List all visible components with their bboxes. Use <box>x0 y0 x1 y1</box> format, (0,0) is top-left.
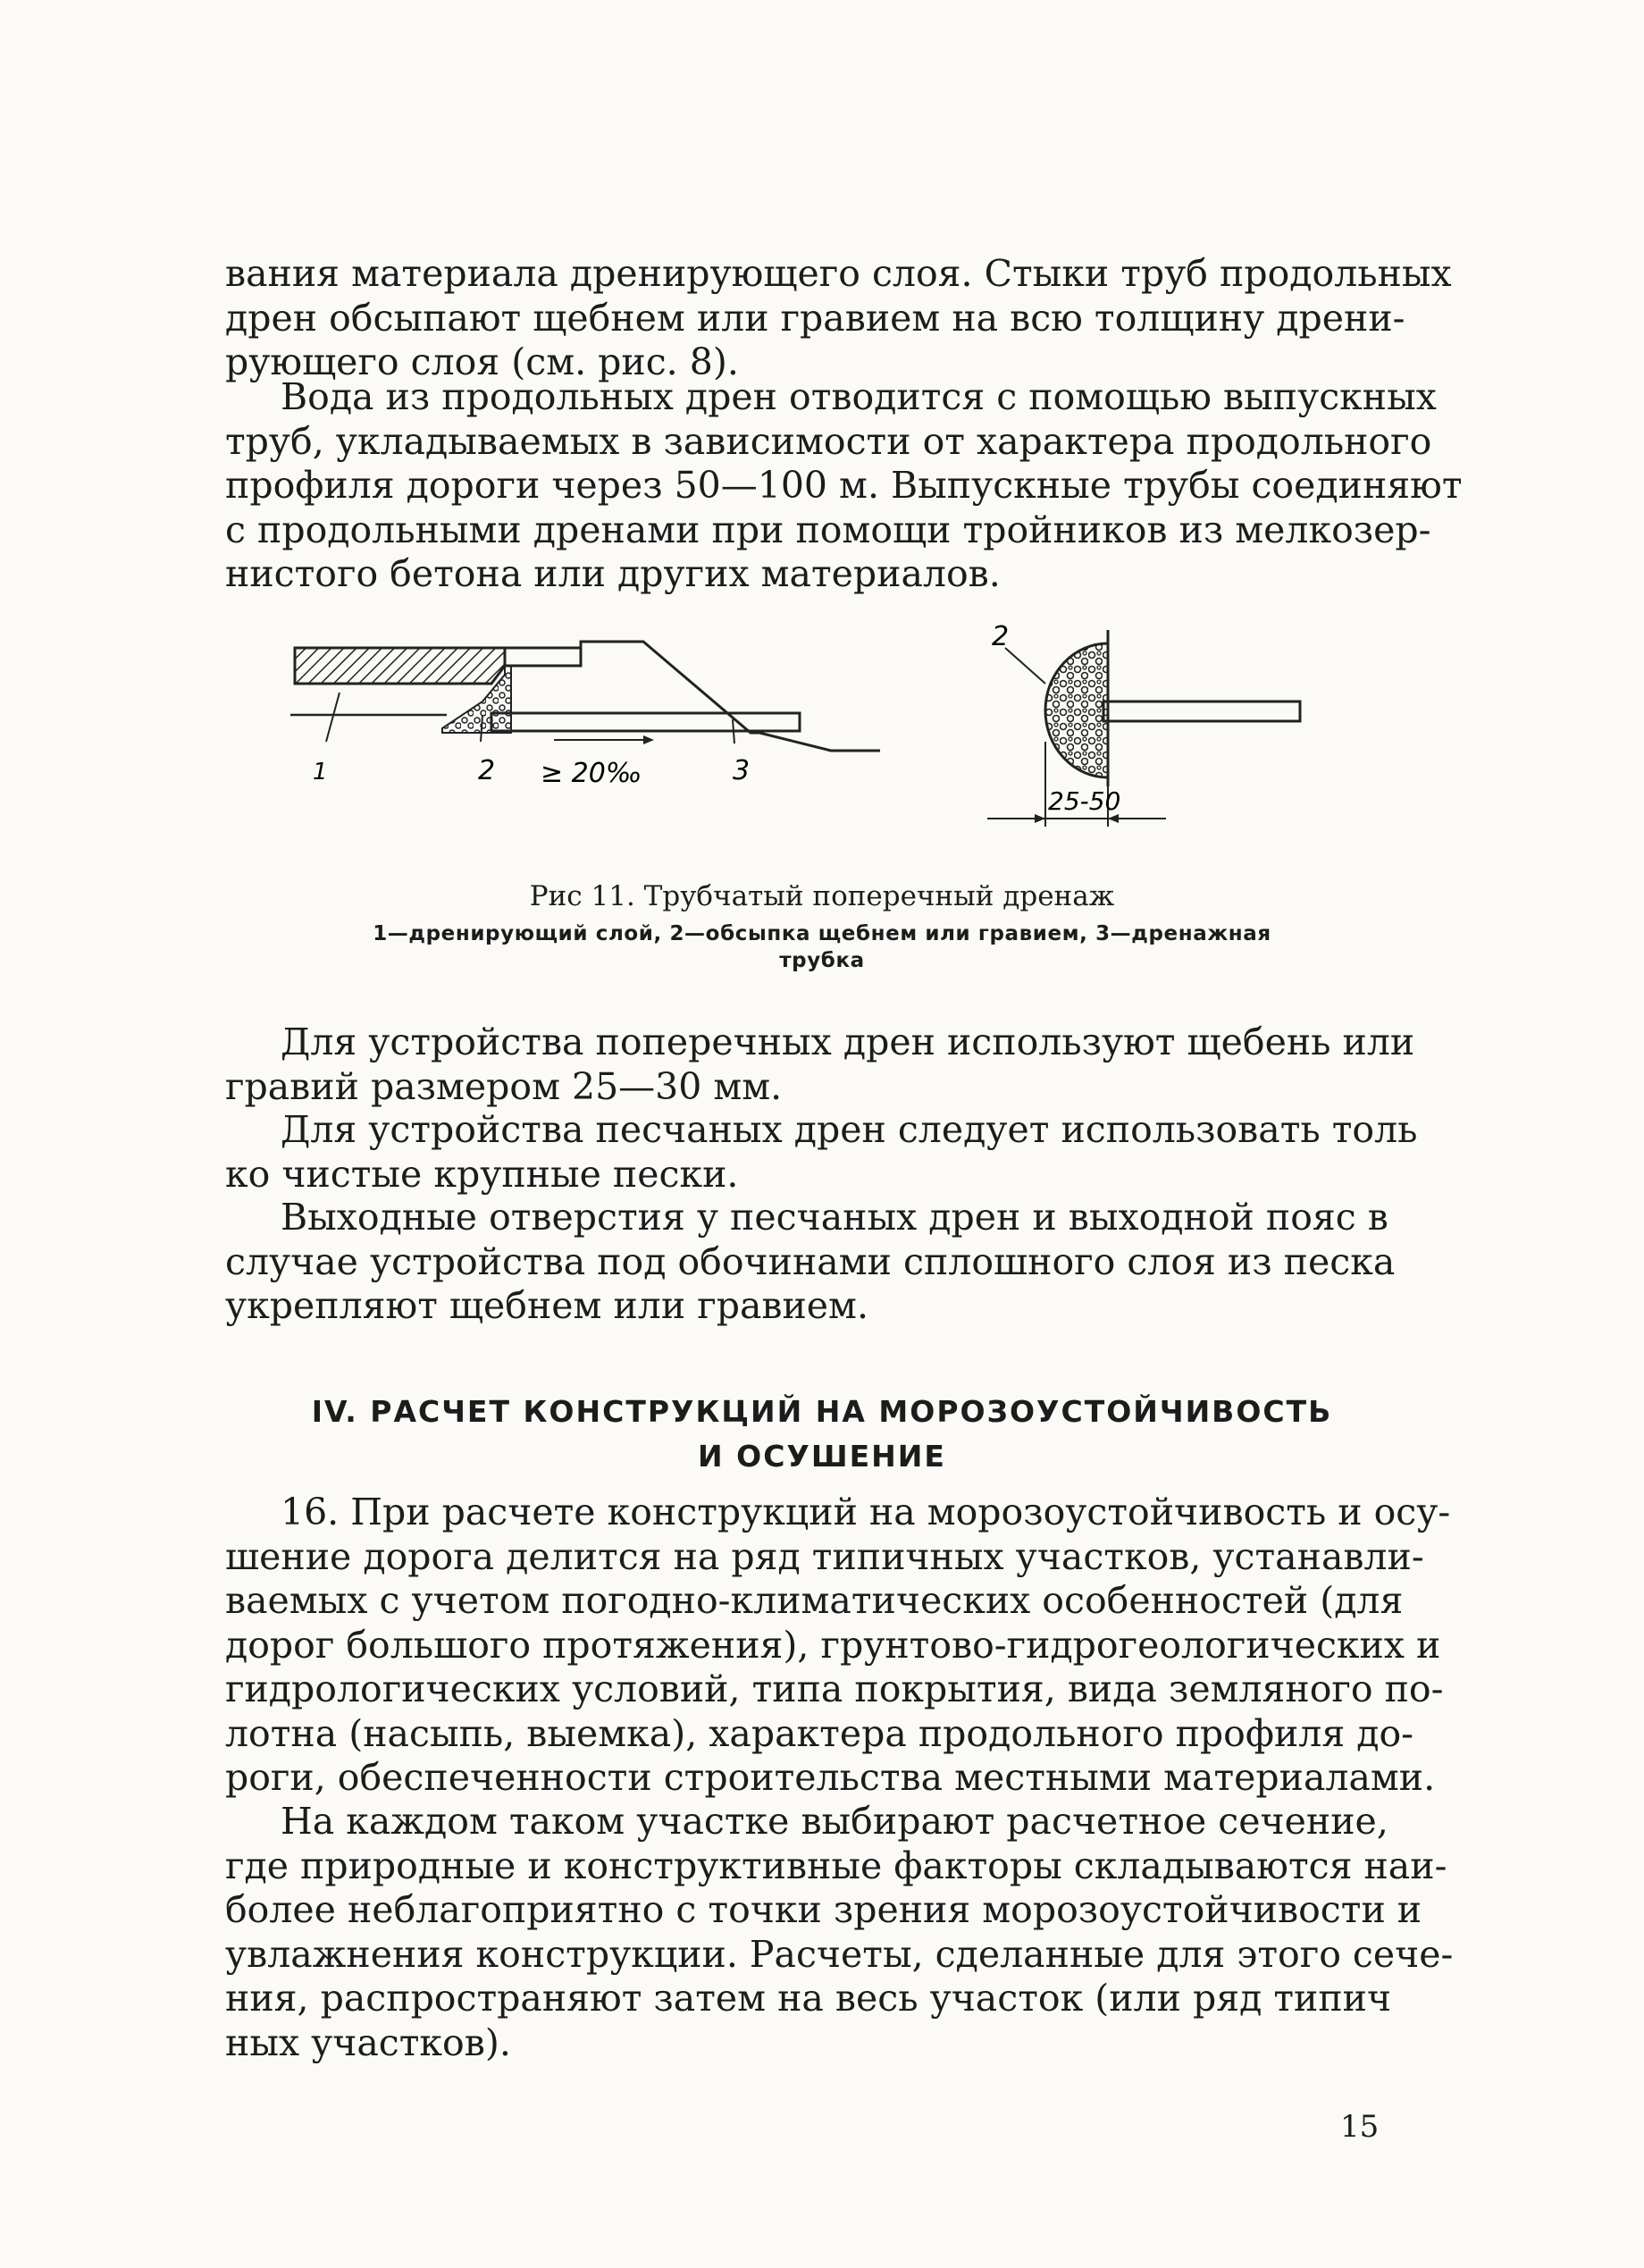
text-line: 16. При расчете конструкций на морозоустойчивость и осу- <box>281 1491 1451 1533</box>
paragraph-3 <box>225 1021 1415 1109</box>
paragraph-6 <box>225 1491 1451 1801</box>
text-line: Для устройства песчаных дрен следует использовать толь <box>281 1108 1418 1151</box>
text-line: дрен обсыпают щебнем или гравием на всю толщину дрени- <box>225 296 1405 340</box>
text-line: Для устройства поперечных дрен используют щебень или <box>281 1021 1415 1063</box>
section-heading-line: И ОСУШЕНИЕ <box>698 1439 946 1474</box>
section-heading <box>0 1390 1644 1479</box>
dimension-arrow-left <box>1035 814 1045 823</box>
text-line: лотна (насыпь, выемка), характера продольного профиля до- <box>225 1711 1413 1755</box>
drainage-section-diagram <box>286 617 911 795</box>
slope-label: ≥ 20‰ <box>541 758 642 789</box>
text-line: профиля дороги через 50—100 м. Выпускные трубы соединяют <box>225 464 1463 507</box>
page-number: 15 <box>1340 2109 1380 2145</box>
text-line: вания материала дренирующего слоя. Стыки труб продольных <box>225 252 1452 295</box>
slope-arrow-head <box>643 735 654 744</box>
text-line: На каждом таком участке выбирают расчетное сечение, <box>281 1800 1388 1843</box>
paragraph-2 <box>225 375 1463 597</box>
text-line: дорог большого протяжения), грунтово-гидрогеологических и <box>225 1623 1441 1667</box>
text-line: Выходные отверстия у песчаных дрен и выходной пояс в <box>281 1196 1388 1239</box>
gravel-half-round <box>1045 643 1108 777</box>
leader-line-3 <box>733 719 734 743</box>
text-line: гидрологических условий, типа покрытия, вида земляного по- <box>225 1667 1444 1710</box>
paragraph-7 <box>225 1800 1454 2065</box>
leader-line <box>1005 648 1045 684</box>
section-heading-line: IV. РАСЧЕТ КОНСТРУКЦИЙ НА МОРОЗОУСТОЙЧИВОСТЬ <box>311 1394 1333 1429</box>
text-line: увлажнения конструкции. Расчеты, сделанные для этого сече- <box>225 1932 1454 1976</box>
text-line: Вода из продольных дрен отводится с помощью выпускных <box>281 375 1437 418</box>
text-line: труб, укладываемых в зависимости от характера продольного <box>225 419 1432 463</box>
paragraph-4 <box>225 1108 1418 1197</box>
text-line: более неблагоприятно с точки зрения морозоустойчивости и <box>225 1888 1422 1931</box>
paragraph-1 <box>225 252 1452 385</box>
paragraph-5 <box>225 1196 1396 1329</box>
text-line: роги, обеспеченности строительства местными материалами. <box>225 1756 1436 1799</box>
profile-line <box>505 642 880 751</box>
text-line: нистого бетона или других материалов. <box>225 552 1001 595</box>
figure-label-1: 1 <box>313 759 328 785</box>
hatched-layer <box>295 648 505 684</box>
figure-label-2: 2 <box>478 755 496 786</box>
text-line: гравий размером 25—30 мм. <box>225 1064 783 1108</box>
text-line: укрепляют щебнем или гравием. <box>225 1284 868 1327</box>
figure-legend <box>286 920 1358 974</box>
text-line: ния, распространяют затем на весь участок (или ряд типич <box>225 1977 1392 2020</box>
leader-line-1 <box>326 693 340 742</box>
text-line: ных участков). <box>225 2020 511 2064</box>
pipe-joint-detail-diagram <box>974 608 1331 840</box>
text-line: шение дорога делится на ряд типичных участков, устанавли- <box>225 1534 1424 1578</box>
figure-label-3: 3 <box>733 755 751 786</box>
outlet-pipe <box>1103 701 1300 721</box>
figure-legend-line: 1—дренирующий слой, 2—обсыпка щебнем или гравием, 3—дренажная <box>373 922 1271 945</box>
drain-pipe <box>491 713 800 731</box>
dimension-label: 25-50 <box>1048 786 1121 816</box>
text-line: где природные и конструктивные факторы складываются наи- <box>225 1844 1447 1887</box>
text-line: ко чистые крупные пески. <box>225 1152 739 1196</box>
text-line: ваемых с учетом погодно-климатических особенностей (для <box>225 1579 1404 1622</box>
figure-legend-line: трубка <box>779 949 865 972</box>
figure-caption: Рис 11. Трубчатый поперечный дренаж <box>529 880 1115 912</box>
text-line: случае устройства под обочинами сплошного слоя из песка <box>225 1239 1396 1283</box>
figure-label-right-2: 2 <box>992 621 1010 652</box>
text-line: рующего слоя (см. рис. 8). <box>225 340 739 383</box>
text-line: с продольными дренами при помощи тройников из мелкозер- <box>225 508 1431 551</box>
